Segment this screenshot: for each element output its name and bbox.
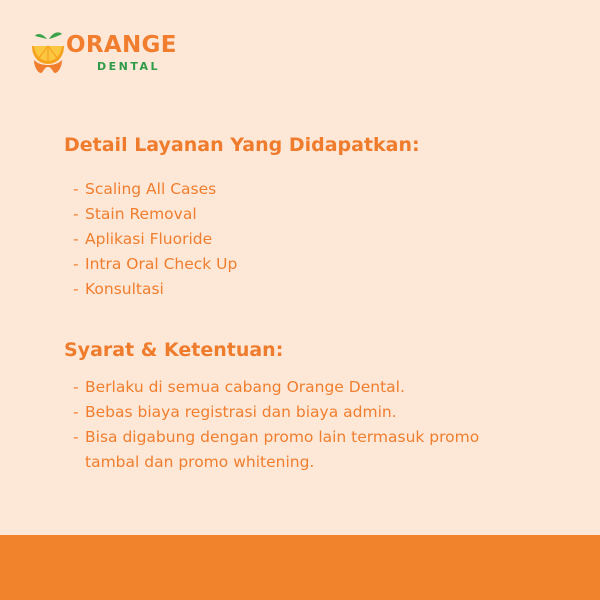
list-item: [73, 227, 237, 252]
list-item: [73, 252, 237, 277]
bullet-dash: -: [73, 180, 79, 198]
services-list: [73, 177, 237, 302]
list-item-text: Stain Removal: [85, 205, 197, 223]
brand-subtitle: DENTAL: [97, 60, 161, 73]
terms-list: [73, 375, 479, 475]
list-item-text: Bebas biaya registrasi dan biaya admin.: [85, 403, 397, 421]
bullet-dash: -: [73, 428, 79, 446]
list-item-text: Bisa digabung dengan promo lain termasuk promo: [85, 428, 480, 446]
list-item: [73, 277, 237, 302]
list-item: [73, 425, 479, 475]
brand-logo: [28, 30, 188, 78]
list-item: [73, 375, 479, 400]
list-item-text: Scaling All Cases: [85, 180, 217, 198]
bullet-dash: -: [73, 255, 79, 273]
orange-tooth-logo-icon: [28, 30, 68, 74]
list-item: [73, 177, 237, 202]
list-item-text: Aplikasi Fluoride: [85, 230, 213, 248]
list-item-text: Intra Oral Check Up: [85, 255, 238, 273]
bullet-dash: -: [73, 205, 79, 223]
bullet-dash: -: [73, 378, 79, 396]
list-item-text-continued: tambal dan promo whitening.: [85, 453, 315, 471]
brand-name: ORANGE: [66, 32, 177, 58]
bullet-dash: -: [73, 403, 79, 421]
footer-bar: [0, 535, 600, 600]
list-item: [73, 202, 237, 227]
list-item-text: Berlaku di semua cabang Orange Dental.: [85, 378, 405, 396]
services-title: Detail Layanan Yang Didapatkan:: [64, 134, 420, 156]
bullet-dash: -: [73, 280, 79, 298]
terms-title: Syarat & Ketentuan:: [64, 339, 284, 361]
list-item-text: Konsultasi: [85, 280, 164, 298]
list-item: [73, 400, 479, 425]
bullet-dash: -: [73, 230, 79, 248]
